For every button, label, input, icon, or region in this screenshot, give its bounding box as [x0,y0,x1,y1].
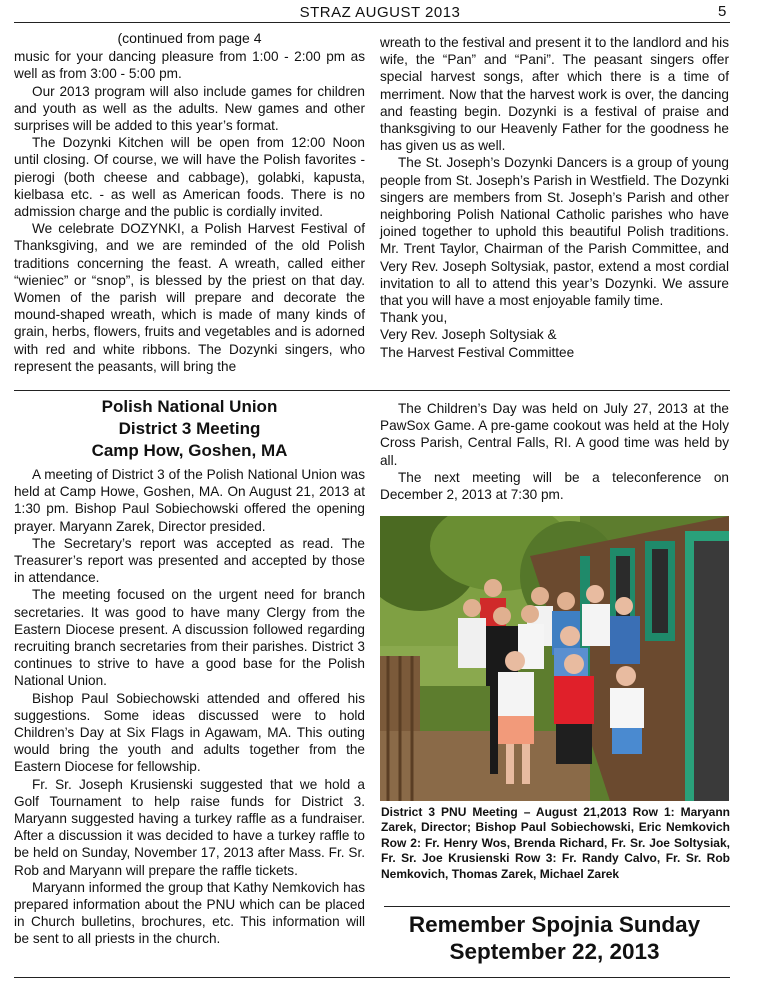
article-title-line: Camp How, Goshen, MA [91,441,288,460]
article-title-line: District 3 Meeting [118,419,261,438]
signoff-line: Very Rev. Joseph Soltysiak & [380,327,557,343]
paragraph: Fr. Sr. Joseph Krusienski suggested that we hold a Golf Tournament to help raise funds for District 3. Maryann suggested having a turkey raffle as a fundraiser. After a discussion it was decided to have a turkey raffle to be held on Sunday, November 17, 2013 after Mass. Fr. Sr. Rob and Maryann will prepare the raffle tickets. [14,776,365,878]
paragraph: The Secretary’s report was accepted as read. The Treasurer’s report was presented and accepted by those in attendance. [14,535,365,586]
paragraph: Our 2013 program will also include games for children and youth as well as the adults. New games and other surprises will be added to this year’s format. [14,83,365,134]
signoff-line: The Harvest Festival Committee [380,344,575,360]
paragraph: The St. Joseph’s Dozynki Dancers is a group of young people from St. Joseph’s Parish in Westfield. The Dozynki singers are members from St. Joseph’s Parish and other neighboring Polish National Catholic parishes who have joined together to uphold this beautiful Polish traditions. Mr. Trent Taylor, Chairman of the Parish Committee, and Very Rev. Joseph Soltysiak, pastor, extend a most cordial invitation to all to attend this year’s Dozynki. We assure that you will have a most enjoyable family time. [380,155,729,309]
bottom-rule [14,977,730,978]
remember-line-2: September 22, 2013 [449,939,660,964]
paragraph: A meeting of District 3 of the Polish National Union was held at Camp Howe, Goshen, MA. On August 21, 2013 at 1:30 pm. Bishop Paul Sobiechowski offered the opening prayer. Maryann Zarek, Director presided. [14,467,365,534]
page-header-title: STRAZ AUGUST 2013 [299,4,461,21]
continued-note: (continued from page 4 [117,30,262,46]
top-left-column [14,30,365,375]
paragraph: music for your dancing pleasure from 1:00 - 2:00 pm as well as from 3:00 - 5:00 pm. [14,49,365,82]
article-title-line: Polish National Union [101,397,278,416]
article-left-column [14,396,365,948]
section-divider [14,390,730,391]
signoff-line: Thank you, [380,310,448,326]
remember-line-1: Remember Spojnia Sunday [408,912,701,937]
paragraph: wreath to the festival and present it to the landlord and his wife, the “Pan” and “Pani”. The peasant singers offer special harvest songs, after which there is a time of merriment. Now that the harvest work is over, the dancing and feasting begin. Dozynki is a festival of praise and thanksgiving to our Heavenly Father for the goodness he has given us as well. [380,35,729,154]
paragraph: The Children’s Day was held on July 27, 2013 at the PawSox Game. A pre-game cookout was held at the Holy Cross Parish, Central Falls, RI. A good time was held by all. [380,401,729,468]
paragraph: The meeting focused on the urgent need for branch secretaries. It was good to have many Clergy from the Eastern Diocese present. A discussion followed regarding recruiting branch secretaries from their parishes. District 3 continues to strive to have a good base for the Polish National Union. [14,587,365,689]
photo-caption: District 3 PNU Meeting – August 21,2013 Row 1: Maryann Zarek, Director; Bishop Paul Sobiechowski, Eric Nemkovich Row 2: Fr. Henry Wos, Brenda Richard, Fr. Sr. Joe Soltysiak, Fr. Sr. Joe Krusienski Row 3: Fr. Randy Calvo, Fr. Sr. Rob Nemkovich, Thomas Zarek, Michael Zarek [381,805,730,881]
paragraph: The Dozynki Kitchen will be open from 12:00 Noon until closing. Of course, we will have the Polish favorites - pierogi (both cheese and cabbage), golabki, kapusta, kielbasa etc. - as well as American foods. There is no admission charge and the public is cordially invited. [14,135,365,220]
paragraph: The next meeting will be a teleconference on December 2, 2013 at 7:30 pm. [380,469,729,503]
paragraph: Bishop Paul Sobiechowski attended and offered his suggestions. Some ideas discussed were to hold Children’s Day at Six Flags in Agawam, MA. This outing would bring the youth and adults together from the Eastern Diocese for fellowship. [14,690,365,775]
article-right-column [380,400,729,503]
group-photo [380,516,729,801]
page-number: 5 [718,3,727,20]
group-photo-illustration [380,516,729,801]
top-right-column [380,34,729,361]
remember-rule [384,906,730,907]
header-rule [14,22,730,23]
remember-notice [380,911,729,965]
paragraph: We celebrate DOZYNKI, a Polish Harvest Festival of Thanksgiving, and we are reminded of the old Polish traditions concerning the feast. A wreath, called either “wieniec” or “snop”, is blessed by the priest on that day. Women of the parish will prepare and decorate the mound-shaped wreath, which is made of many kinds of grain, herbs, flowers, fruits and vegetables and is adorned with red and white ribbons. The Dozynki singers, who represent the peasants, will bring the [14,221,365,374]
paragraph: Maryann informed the group that Kathy Nemkovich has prepared information about the PNU which can be placed in Church bulletins, brochures, etc. This information will be sent to all priests in the church. [14,879,365,947]
article-title [14,396,365,462]
